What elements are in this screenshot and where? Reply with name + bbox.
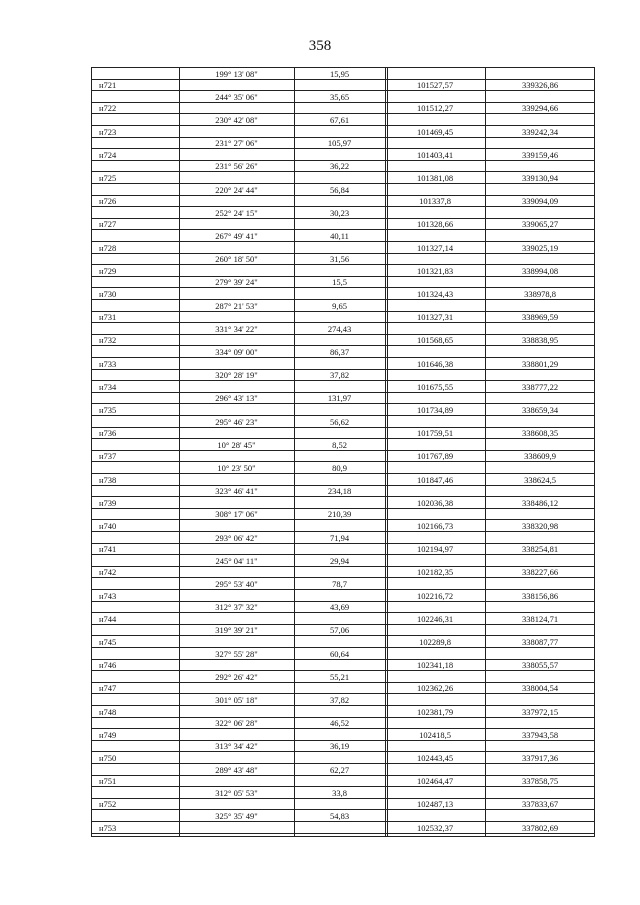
coordinate-y: 337917,36: [521, 752, 559, 763]
coordinate-x: 101327,31: [416, 312, 454, 323]
coordinate-x: 102194,97: [416, 544, 454, 555]
leg-distance: 56,84: [329, 184, 350, 195]
coordinate-y: 339130,94: [521, 172, 559, 183]
leg-distance: 43,69: [329, 602, 350, 613]
leg-distance: 78,7: [332, 578, 347, 589]
point-id: н753: [99, 822, 117, 833]
coordinate-x: 101337,8: [419, 196, 451, 207]
leg-angle: 10° 28' 45": [217, 439, 256, 450]
coordinate-y: 338227,66: [521, 567, 559, 578]
coordinate-y: 339025,19: [521, 242, 559, 253]
leg-angle: 220° 24' 44": [215, 184, 258, 195]
coordinate-x: 101328,66: [416, 219, 454, 230]
coordinate-x: 102246,31: [416, 613, 454, 624]
leg-distance: 15,5: [332, 277, 347, 288]
coordinate-x: 101675,55: [416, 381, 454, 392]
point-id: н738: [99, 474, 117, 485]
coordinate-x: 101324,43: [416, 288, 454, 299]
leg-distance: 57,06: [329, 625, 350, 636]
leg-distance: 33,8: [332, 787, 347, 798]
coordinate-y: 338624,5: [524, 474, 556, 485]
coordinate-x: 102443,45: [416, 752, 454, 763]
coordinate-x: 101759,51: [416, 428, 454, 439]
coordinate-x: 101847,46: [416, 474, 454, 485]
leg-distance: 46,52: [329, 718, 350, 729]
coordinate-x: 101327,14: [416, 242, 454, 253]
leg-angle: 260° 18' 50": [215, 254, 258, 265]
point-id: н750: [99, 752, 117, 763]
leg-distance: 29,94: [329, 555, 350, 566]
point-id: н722: [99, 103, 117, 114]
leg-angle: 296° 43' 13": [215, 393, 258, 404]
leg-angle: 287° 21' 53": [215, 300, 258, 311]
coordinate-y: 338087,77: [521, 636, 559, 647]
point-id: н736: [99, 428, 117, 439]
coordinate-y: 338838,95: [521, 335, 559, 346]
row-divider: [91, 833, 595, 834]
coordinate-y: 338055,57: [521, 660, 559, 671]
point-id: н745: [99, 636, 117, 647]
leg-distance: 80,9: [332, 462, 347, 473]
coordinate-y: 339065,27: [521, 219, 559, 230]
point-id: н735: [99, 404, 117, 415]
coordinate-y: 338124,71: [521, 613, 559, 624]
coordinate-y: 337972,15: [521, 706, 559, 717]
coordinate-y: 338978,8: [524, 288, 556, 299]
coordinate-x: 101321,83: [416, 265, 454, 276]
coordinate-y: 338156,86: [521, 590, 559, 601]
table-bottom-border: [91, 836, 595, 837]
leg-angle: 334° 09' 00": [215, 346, 258, 357]
coordinate-x: 101767,89: [416, 451, 454, 462]
leg-distance: 86,37: [329, 346, 350, 357]
leg-angle: 231° 56' 26": [215, 161, 258, 172]
survey-table: [91, 67, 595, 837]
point-id: н730: [99, 288, 117, 299]
leg-distance: 234,18: [327, 486, 352, 497]
leg-angle: 325° 35' 49": [215, 810, 258, 821]
leg-angle: 312° 37' 32": [215, 602, 258, 613]
leg-angle: 301° 05' 18": [215, 694, 258, 705]
leg-distance: 67,61: [329, 114, 350, 125]
leg-angle: 244° 35' 06": [215, 91, 258, 102]
coordinate-y: 338608,35: [521, 428, 559, 439]
coordinate-x: 101646,38: [416, 358, 454, 369]
leg-angle: 231° 27' 06": [215, 138, 258, 149]
coordinate-x: 102182,35: [416, 567, 454, 578]
leg-angle: 230° 42' 08": [215, 114, 258, 125]
coordinate-x: 102216,72: [416, 590, 454, 601]
point-id: н724: [99, 149, 117, 160]
leg-angle: 322° 06' 28": [215, 718, 258, 729]
point-id: н731: [99, 312, 117, 323]
coordinate-x: 102289,8: [419, 636, 451, 647]
coordinate-y: 338969,59: [521, 312, 559, 323]
leg-distance: 105,97: [327, 138, 352, 149]
coordinate-y: 339326,86: [521, 80, 559, 91]
leg-angle: 331° 34' 22": [215, 323, 258, 334]
leg-distance: 40,11: [330, 230, 349, 241]
leg-distance: 30,23: [329, 207, 350, 218]
coordinate-y: 339294,66: [521, 103, 559, 114]
leg-angle: 313° 34' 42": [215, 741, 258, 752]
coordinate-x: 102362,26: [416, 683, 454, 694]
leg-angle: 327° 55' 28": [215, 648, 258, 659]
leg-distance: 71,94: [329, 532, 350, 543]
leg-angle: 199° 13' 08": [215, 68, 258, 79]
coordinate-y: 338254,81: [521, 544, 559, 555]
coordinate-y: 338777,22: [521, 381, 559, 392]
coordinate-y: 338004,54: [521, 683, 559, 694]
page-number: 358: [308, 38, 332, 54]
coordinate-y: 338320,98: [521, 520, 559, 531]
point-id: н749: [99, 729, 117, 740]
point-id: н721: [99, 80, 117, 91]
leg-angle: 252° 24' 15": [215, 207, 258, 218]
coordinate-x: 102381,79: [416, 706, 454, 717]
coordinate-x: 101403,41: [416, 149, 454, 160]
leg-distance: 9,65: [332, 300, 347, 311]
point-id: н740: [99, 520, 117, 531]
point-id: н737: [99, 451, 117, 462]
leg-angle: 323° 46' 41": [215, 486, 258, 497]
coordinate-y: 338659,34: [521, 404, 559, 415]
coordinate-y: 338994,08: [521, 265, 559, 276]
leg-angle: 267° 49' 41": [215, 230, 258, 241]
leg-angle: 295° 46' 23": [215, 416, 258, 427]
point-id: н739: [99, 497, 117, 508]
point-id: н748: [99, 706, 117, 717]
coordinate-x: 101527,57: [416, 80, 454, 91]
coordinate-x: 102487,13: [416, 799, 454, 810]
leg-distance: 37,82: [329, 370, 350, 381]
coordinate-y: 337833,67: [521, 799, 559, 810]
leg-angle: 308° 17' 06": [215, 509, 258, 520]
leg-distance: 36,22: [329, 161, 350, 172]
point-id: н732: [99, 335, 117, 346]
coordinate-x: 102166,73: [416, 520, 454, 531]
point-id: н734: [99, 381, 117, 392]
point-id: н733: [99, 358, 117, 369]
leg-angle: 293° 06' 42": [215, 532, 258, 543]
leg-angle: 279° 39' 24": [215, 277, 258, 288]
leg-angle: 320° 28' 19": [215, 370, 258, 381]
point-id: н742: [99, 567, 117, 578]
coordinate-y: 337858,75: [521, 776, 559, 787]
leg-distance: 60,64: [329, 648, 350, 659]
leg-angle: 312° 05' 53": [215, 787, 258, 798]
coordinate-x: 102532,37: [416, 822, 454, 833]
coordinate-y: 339242,34: [521, 126, 559, 137]
coordinate-x: 102036,38: [416, 497, 454, 508]
leg-distance: 56,62: [329, 416, 350, 427]
leg-distance: 55,21: [329, 671, 350, 682]
point-id: н743: [99, 590, 117, 601]
leg-distance: 31,56: [329, 254, 350, 265]
coordinate-y: 337802,69: [521, 822, 559, 833]
point-id: н752: [99, 799, 117, 810]
coordinate-x: 101568,65: [416, 335, 454, 346]
leg-distance: 131,97: [327, 393, 352, 404]
leg-angle: 10° 23' 50": [217, 462, 256, 473]
leg-distance: 210,39: [327, 509, 352, 520]
point-id: н723: [99, 126, 117, 137]
coordinate-y: 338609,9: [524, 451, 556, 462]
leg-distance: 15,95: [329, 68, 350, 79]
leg-distance: 36,19: [329, 741, 350, 752]
coordinate-y: 338486,12: [521, 497, 559, 508]
coordinate-x: 102464,47: [416, 776, 454, 787]
coordinate-x: 102341,18: [416, 660, 454, 671]
leg-angle: 319° 39' 21": [215, 625, 258, 636]
point-id: н751: [99, 776, 117, 787]
leg-distance: 54,83: [329, 810, 350, 821]
leg-distance: 37,82: [329, 694, 350, 705]
point-id: н727: [99, 219, 117, 230]
point-id: н744: [99, 613, 117, 624]
coordinate-y: 338801,29: [521, 358, 559, 369]
coordinate-x: 101734,89: [416, 404, 454, 415]
point-id: н725: [99, 172, 117, 183]
coordinate-y: 339094,09: [521, 196, 559, 207]
point-id: н726: [99, 196, 117, 207]
leg-distance: 274,43: [327, 323, 352, 334]
point-id: н728: [99, 242, 117, 253]
leg-distance: 8,52: [332, 439, 347, 450]
leg-angle: 289° 43' 48": [215, 764, 258, 775]
leg-distance: 62,27: [329, 764, 350, 775]
coordinate-y: 337943,58: [521, 729, 559, 740]
coordinate-x: 101381,08: [416, 172, 454, 183]
leg-angle: 245° 04' 11": [215, 555, 258, 566]
leg-angle: 295° 53' 40": [215, 578, 258, 589]
point-id: н741: [99, 544, 117, 555]
coordinate-x: 102418,5: [419, 729, 451, 740]
point-id: н746: [99, 660, 117, 671]
coordinate-x: 101512,27: [416, 103, 454, 114]
coordinate-x: 101469,45: [416, 126, 454, 137]
leg-angle: 292° 26' 42": [215, 671, 258, 682]
point-id: н747: [99, 683, 117, 694]
point-id: н729: [99, 265, 117, 276]
leg-distance: 35,65: [329, 91, 350, 102]
coordinate-y: 339159,46: [521, 149, 559, 160]
